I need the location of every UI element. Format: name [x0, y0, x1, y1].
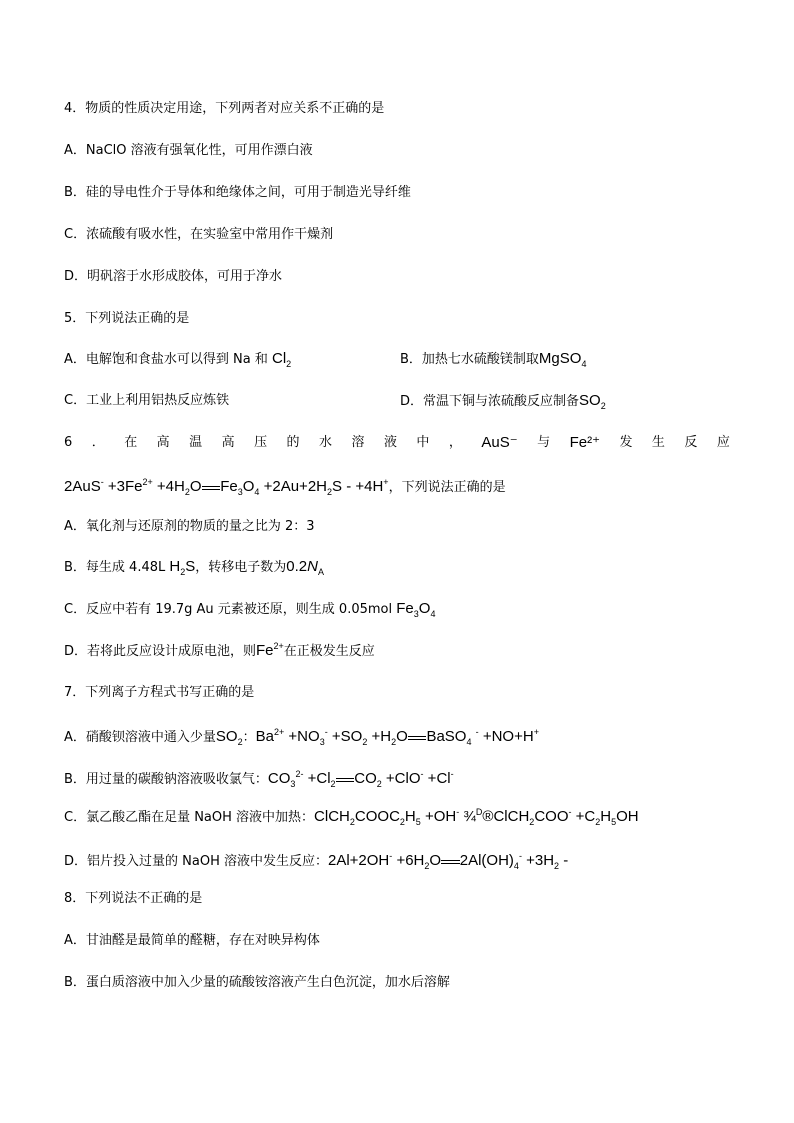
- q4-option-b: B．硅的导电性介于导体和绝缘体之间，可用于制造光导纤维: [64, 185, 411, 200]
- q7-option-c: C．氯乙酸乙酯在足量 NaOH 溶液中加热：$ClCH_2COOC_2H_5 +OH^-$ ¾$^D$®ClCH$_2$COO- $+C_2H_5OH$: [64, 807, 639, 827]
- q8-option-a: A．甘油醛是最简单的醛糖，存在对映异构体: [64, 933, 320, 948]
- q4-option-a: A．NaClO 溶液有强氧化性，可用作漂白液: [64, 143, 313, 158]
- q6-option-c: C．反应中若有 19.7g Au 元素被还原，则生成 0.05mol $Fe_3O_4$: [64, 600, 436, 619]
- q6-equation: $2AuS^- +3Fe^{2+} +4H_2O$ $Fe_3O_4 +2Au+2H_2S - +4H^+$: [64, 477, 389, 497]
- q5-option-a: A．电解饱和食盐水可以得到 Na 和 $Cl_2$: [64, 350, 292, 369]
- q5-option-c: C．工业上利用铝热反应炼铁: [64, 393, 230, 408]
- q7-stem: 7．下列离子方程式书写正确的是: [64, 685, 255, 700]
- q8-stem: 8．下列说法不正确的是: [64, 891, 203, 906]
- q4-option-c: C．浓硫酸有吸水性，在实验室中常用作干燥剂: [64, 227, 334, 242]
- q6-stem: 6 ． 在 高 温 高 压 的 水 溶 液 中 ， AuS⁻ 与 Fe²⁺ 发 生 反 应: [64, 434, 730, 451]
- q4-option-d: D．明矾溶于水形成胶体，可用于净水: [64, 269, 283, 284]
- q5-option-b: B．加热七水硫酸镁制取MgSO$_4$: [400, 350, 587, 369]
- q7-option-b: B．用过量的碳酸钠溶液吸收氯气：$CO_3^{2-} +Cl_2$ $CO_2 +ClO^- +Cl^-$: [64, 769, 454, 789]
- q6-option-d: D．若将此反应设计成原电池，则$Fe^{2+}$在正极发生反应: [64, 641, 375, 659]
- q5-option-d: D．常温下铜与浓硫酸反应制备$SO_2$: [400, 392, 606, 411]
- q7-option-d: D．铝片投入过量的 NaOH 溶液中发生反应：$2Al+2OH^- +6H_2O$ $2Al(OH)_4^- +3H_2$ -: [64, 851, 569, 871]
- q8-option-b: B．蛋白质溶液中加入少量的硫酸铵溶液产生白色沉淀，加水后溶解: [64, 975, 450, 990]
- q6-equation-line: $2AuS^- +3Fe^{2+} +4H_2O$ $Fe_3O_4 +2Au+2H_2S - +4H^+$，下列说法正确的是: [64, 477, 506, 497]
- q4-stem: 4．物质的性质决定用途，下列两者对应关系不正确的是: [64, 101, 385, 116]
- q5-stem: 5．下列说法正确的是: [64, 311, 190, 326]
- q6-option-b: B．每生成 4.48L $H_2S$，转移电子数为$0.2N_A$: [64, 558, 324, 577]
- q6-option-a: A．氧化剂与还原剂的物质的量之比为 2：3: [64, 519, 315, 534]
- q7-option-a: A．硝酸钡溶液中通入少量$SO_2$：$Ba^{2+} +NO_3^- +SO_2 +H_2O$ BaSO$_4$ - +NO+H+: [64, 727, 539, 747]
